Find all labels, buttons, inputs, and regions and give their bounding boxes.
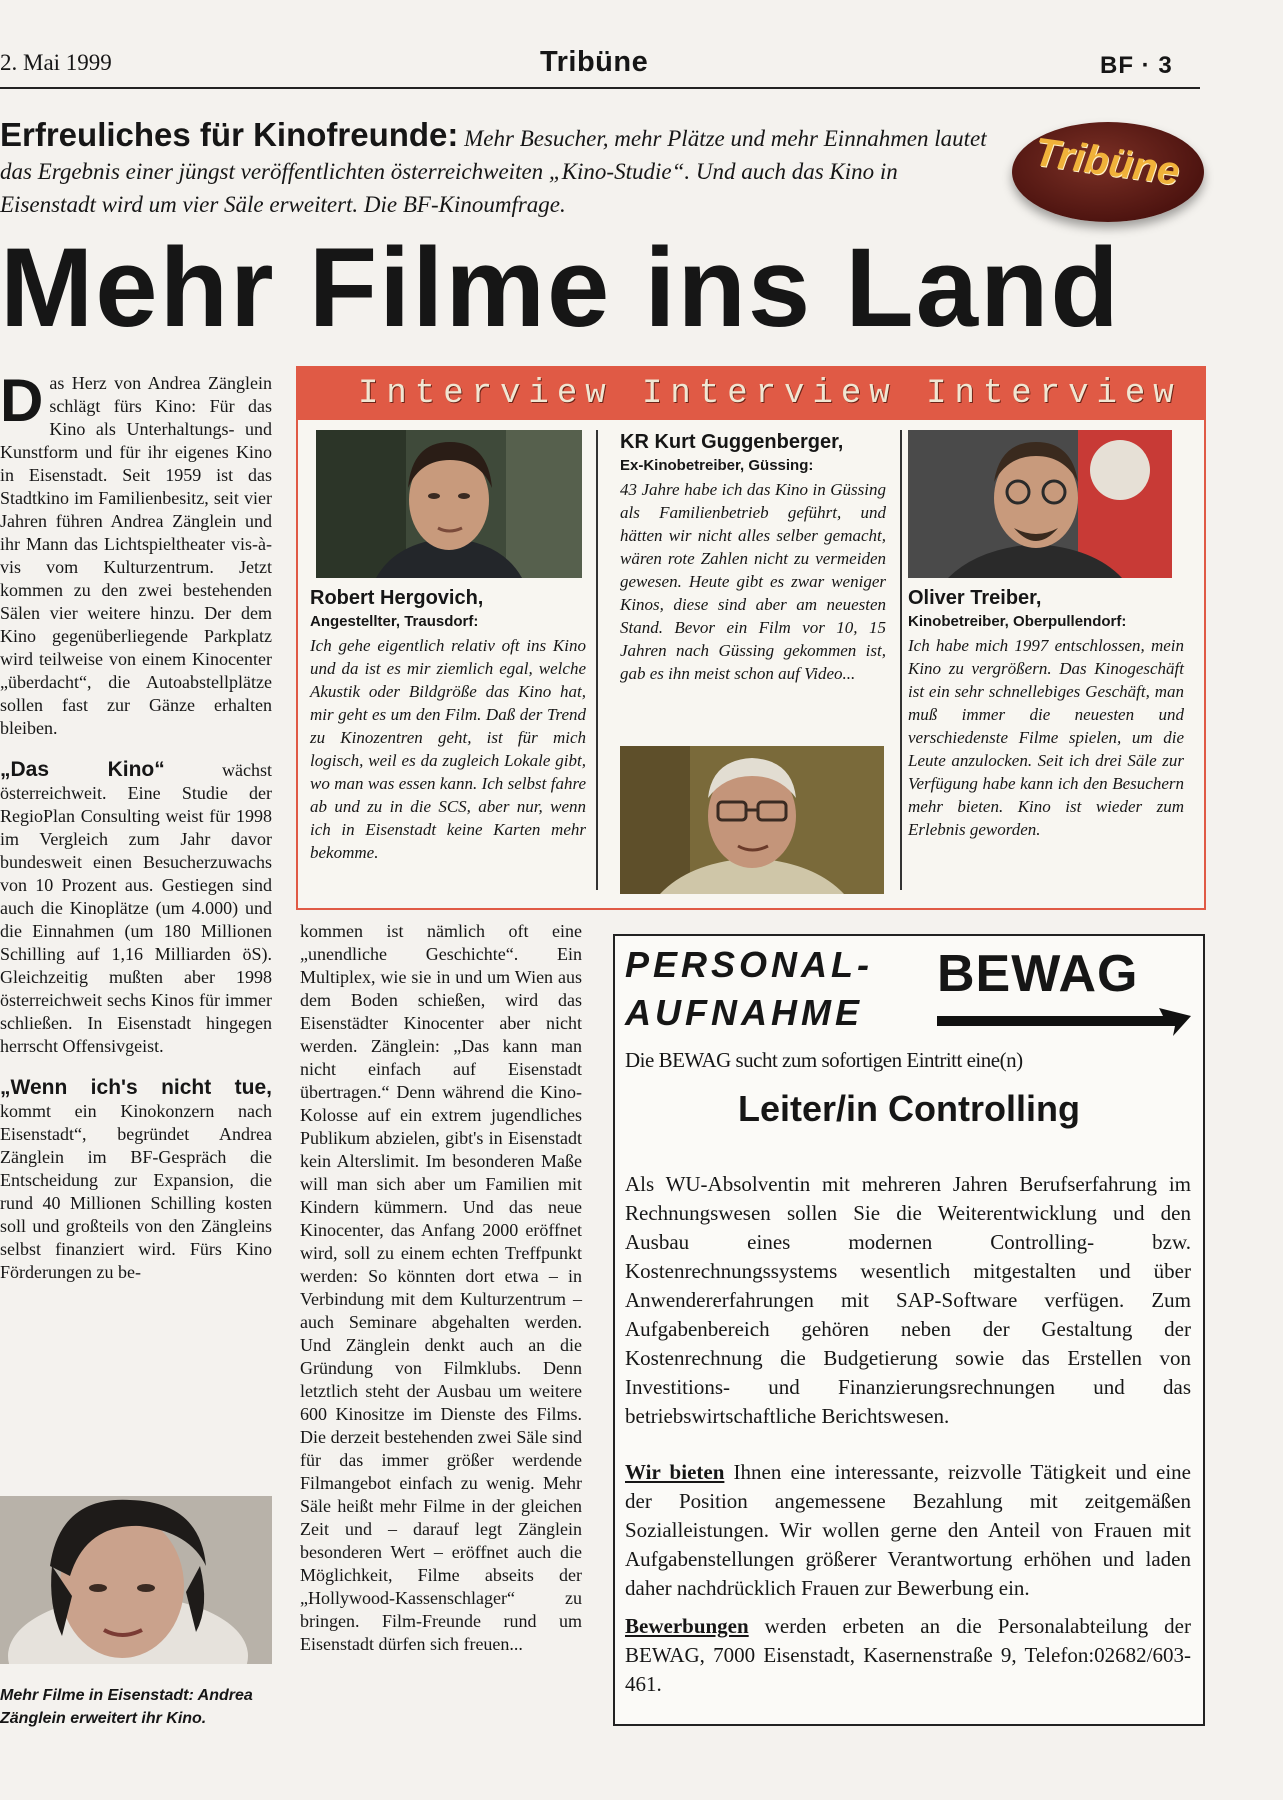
ad-intro: Die BEWAG sucht zum sofortigen Eintritt eine(n)	[625, 1048, 1023, 1072]
photo-kurt-guggenberger	[620, 746, 884, 894]
ad-title-line-2: AUFNAHME	[625, 992, 863, 1033]
ad-offer-lead: Wir bieten	[625, 1460, 725, 1484]
ad-offer-text: Ihnen eine interessante, reizvolle Tätigkeit und eine der Position angemessene Bezahlung mit zeitgemäßen Sozialleistungen. Wir wollen gerne den Anteil von Frauen mit Aufgabenstellungen größerer Verantwortung erhöhen und laden daher nachdrücklich Frauen zur Bewerbung ein.	[625, 1460, 1191, 1600]
ad-apply	[625, 1612, 1191, 1699]
interviewee-quote: 43 Jahre habe ich das Kino in Güssing als Familienbetrieb geführt, und hätten wir nicht alles selber gemacht, wären rote Zahlen nicht zu vermeiden gewesen. Heute gibt es zwar weniger Kinos, diese sind aber am neuesten Stand. Bevor ein Film vor 10, 15 Jahren nach Güssing gekommen ist, gab es ihn meist schon auf Video...	[620, 480, 886, 683]
photo-robert-hergovich	[316, 430, 582, 578]
article-paragraph-1	[0, 367, 272, 740]
interview-banner	[298, 368, 1204, 420]
intro-kicker: Erfreuliches für Kinofreunde:	[0, 116, 459, 153]
interview-divider	[596, 430, 598, 890]
bewag-logo: BEWAG	[937, 945, 1139, 1003]
paragraph-1-text: as Herz von Andrea Zänglein schlägt fürs Kino: Für das Kino als Unterhaltungs- und Kunstform und für ihr eigenes Kino in Eisenstadt. Seit 1959 ist das Stadtkino im Familienbesitz, seit vier Jahren führen Andrea Zänglein und ihr Mann das Lichtspieltheater vis-à-vis vom Kulturzentrum. Jetzt kommen zu den zwei bestehenden Sälen vier weitere hinzu. Der dem Kino gegenüberliegende Parkplatz wird teilweise von einem Kinocenter „überdacht“, die Autoabstellplätze sollen fast zur Gänze erhalten bleiben.	[0, 373, 272, 738]
interviewee-name: Robert Hergovich,	[310, 587, 484, 609]
interviewee-quote: Ich habe mich 1997 entschlossen, mein Kino zu vergrößern. Das Kinogeschäft ist ein sehr schnellebiges Geschäft, man muß immer die neuesten und verschiedenste Filme spielen, um die Leute anzulocken. Seit ich drei Säle zur Verfügung habe kann ich den Besuchern mehr bieten. Kino ist wieder zum Erlebnis geworden.	[908, 636, 1184, 839]
ad-apply-text: werden erbeten an die Personalabteilung der BEWAG, 7000 Eisenstadt, Kasernenstraße 9, Telefon:02682/603-461.	[625, 1614, 1191, 1696]
bewag-arrow-icon	[937, 1006, 1191, 1038]
paragraph-3b-text: kommen ist nämlich oft eine „unendliche Geschichte“. Ein Multiplex, wie sie in und um Wien aus dem Boden schießen, wird das Eisenstädter Kinocenter aber nicht werden. Zänglein: „Das kann man nicht einfach auf Eisenstadt übertragen.“ Denn während die Kino-Kolosse auf ein extrem jugendliches Publikum abzielen, gibt's in Eisenstadt kein Alterslimit. Im besonderen Maße will man sich aber um Familien mit Kindern kümmern. Und das neue Kinocenter, das Anfang 2000 eröffnet wird, soll zu einem echten Treffpunkt werden: So könnten dort etwa – in Verbindung mit dem Kulturzentrum – auch Seminare abgehalten werden. Und Zänglein denkt auch an die Gründung von Filmklubs. Denn letztlich steht der Ausbau um weitere 600 Kinositze im Dienste des Films. Die derzeit bestehenden zwei Säle sind für das immer größer werdende Filmangebot einfach zu wenig. Mehr Säle heißt mehr Filme in der gleichen Zeit und – darauf legt Zänglein besonderen Wert – eröffnet auch die Möglichkeit, Filme abseits der „Hollywood-Kassenschlager“ zu bringen. Film-Freunde rund um Eisenstadt dürfen sich freuen...	[300, 921, 582, 1654]
interviewee-role: Kinobetreiber, Oberpullendorf:	[908, 613, 1127, 630]
ad-offer	[625, 1458, 1191, 1603]
paragraph-3a-text: kommt ein Kinokonzern nach Eisenstadt“, begründet Andrea Zänglein im BF-Gespräch die Entscheidung zur Expansion, die rund 40 Millionen Schilling kosten soll und großteils von den Zängleins selbst finanziert wird. Fürs Kino Förderungen zu be-	[0, 1101, 272, 1282]
ad-position-title: Leiter/in Controlling	[738, 1088, 1080, 1129]
job-advertisement	[613, 934, 1205, 1726]
interview-box	[296, 366, 1206, 910]
intro-text: Mehr Besucher, mehr Plätze und mehr Einnahmen lautet das Ergebnis einer jüngst veröffentlichten österreichweiten „Kino-Studie“. Und auch das Kino in Eisenstadt wird um vier Säle erweitert. Die BF-Kinoumfrage.	[0, 126, 987, 217]
photo-oliver-treiber	[908, 430, 1172, 578]
ad-title-line-1: PERSONAL-	[625, 944, 874, 985]
article-column-middle	[300, 920, 582, 1656]
intro-deck	[0, 118, 990, 221]
ad-body: Als WU-Absolventin mit mehreren Jahren Berufserfahrung im Rechnungswesen sollen Sie die Weiterentwicklung und den Ausbau eines modernen Controlling- bzw. Kostenrechnungssystems wesentlich mitgestalten und über Anwendererfahrungen mit SAP-Software verfügen. Zum Aufgabenbereich gehören neben der Gestaltung der Kostenrechnung die Budgetierung sowie das Erstellen von Investitions- und Finanzierungsrechnungen und das betriebswirtschaftliche Berichtswesen.	[625, 1172, 1191, 1428]
photo-andrea-zaenglein	[0, 1496, 272, 1664]
interviewee-name: KR Kurt Guggenberger,	[620, 431, 844, 453]
interviewee-name: Oliver Treiber,	[908, 587, 1042, 609]
newspaper-name: Tribüne	[540, 46, 649, 78]
paragraph-2-text: wächst österreichweit. Eine Studie der RegioPlan Consulting weist für 1998 im Vergleich zum Jahr davor bundesweit einen Besucherzuwachs von 10 Prozent aus. Gestiegen sind auch die Kinoplätze (um 4.000) und die Einnahmen (um 180 Millionen Schilling auf 1,16 Milliarden öS). Gleichzeitig mußten aber 1998 österreichweit sechs Kinos für immer schließen. In Eisenstadt hingegen herrscht Offensivgeist.	[0, 760, 272, 1056]
page-number: BF · 3	[1100, 52, 1173, 79]
article-paragraph-3	[0, 1076, 272, 1284]
headline: Mehr Filme ins Land	[0, 225, 1121, 350]
article-paragraph-2	[0, 758, 272, 1058]
article-column-left	[0, 367, 272, 1284]
drop-cap: D	[0, 367, 44, 434]
header-rule	[0, 87, 1200, 89]
subhead-das-kino: „Das Kino“	[0, 758, 165, 781]
interview-banner-text: Interview Interview Interview	[358, 375, 1182, 413]
issue-date: 2. Mai 1999	[0, 50, 112, 75]
ad-apply-lead: Bewerbungen	[625, 1614, 749, 1638]
interviewee-role: Ex-Kinobetreiber, Güssing:	[620, 457, 814, 474]
tribune-badge-logo	[1012, 122, 1204, 222]
interviewee-role: Angestellter, Trausdorf:	[310, 613, 479, 630]
subhead-wenn-ichs-nicht-tue: „Wenn ich's nicht tue,	[0, 1076, 272, 1099]
interview-divider	[900, 430, 902, 890]
photo-caption: Mehr Filme in Eisenstadt: Andrea Zänglein erweitert ihr Kino.	[0, 1687, 253, 1727]
badge-label: Tribüne	[1031, 130, 1183, 194]
interviewee-quote: Ich gehe eigentlich relativ oft ins Kino und da ist es mir ziemlich egal, welche Akustik oder Bildgröße das Kino hat, mir geht es um den Film. Daß der Trend zu Kinozentren geht, ist für mich logisch, weil es da zugleich Lokale gibt, wo man was essen kann. Ich selbst fahre ab und zu in die SCS, aber nur, wenn ich in Eisenstadt keine Karten mehr bekomme.	[310, 636, 586, 862]
